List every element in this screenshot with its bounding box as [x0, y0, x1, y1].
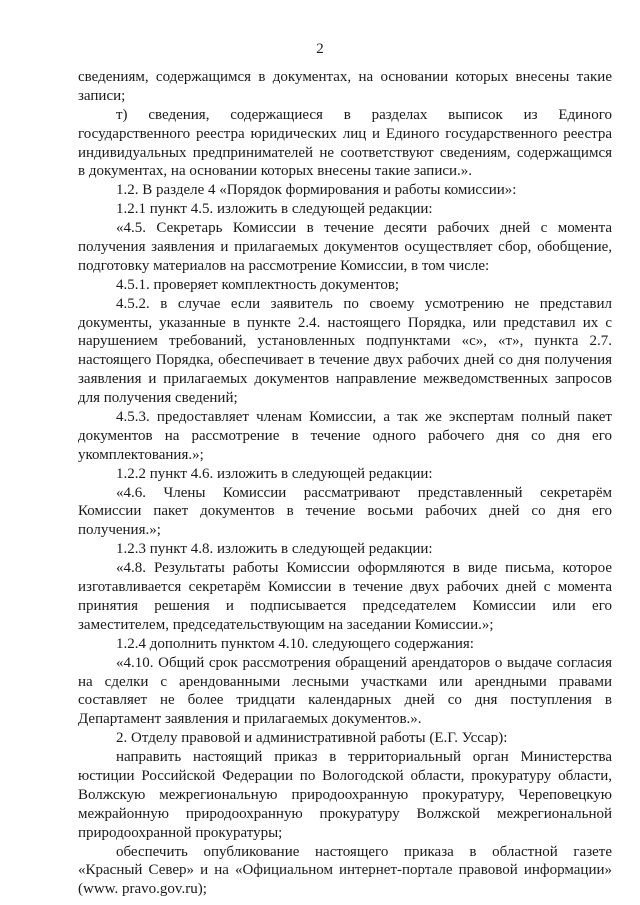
text-line: 1.2.4 дополнить пунктом 4.10. следующего содержания: — [116, 635, 474, 652]
text-line: 4.5.2. в случае если заявитель по своему усмотрению не представил — [116, 295, 612, 312]
text-line: изготавливается секретарём Комиссии в течение двух рабочих дней с момента — [78, 579, 612, 596]
text-line: Комиссии пакет документов в течение восьми рабочих дней со дня его — [78, 503, 612, 520]
text-line: получения заявления и прилагаемых документов осуществляет сбор, обобщение, — [78, 239, 612, 256]
text-line: подготовку материалов на рассмотрение Комиссии, в том числе: — [78, 257, 490, 274]
text-line: 4.5.1. проверяет комплектность документов; — [116, 276, 400, 293]
text-line: обеспечить опубликование настоящего приказа в областной газете — [116, 843, 612, 860]
page-number: 2 — [316, 41, 324, 57]
text-line: сведениям, содержащимся в документах, на основании которых внесены такие — [78, 69, 612, 85]
text-line: нарушением требований, установленных подпунктами «с», «т», пункта 2.7. — [78, 333, 612, 350]
text-line: «4.10. Общий срок рассмотрения обращений арендаторов о выдаче согласия — [116, 654, 612, 671]
text-line: заявления и прилагаемых документов направление межведомственных запросов — [78, 371, 612, 388]
text-line: 1.2.2 пункт 4.6. изложить в следующей редакции: — [116, 465, 433, 482]
text-line: 1.2. В разделе 4 «Порядок формирования и работы комиссии»: — [116, 182, 517, 199]
text-line: настоящего Порядка, обеспечивает в течение двух рабочих дней со дня получения — [78, 352, 612, 369]
text-line: природоохранной прокуратуры; — [78, 824, 283, 841]
text-line: принятия решения и подписывается председателем Комиссии или его — [78, 597, 612, 614]
text-line: для получения сведений; — [78, 390, 238, 407]
text-line: записи; — [78, 87, 126, 104]
text-line: «Красный Север» и на «Официальном интернет-портале правовой информации» — [78, 862, 612, 879]
text-line: 1.2.3 пункт 4.8. изложить в следующей редакции: — [116, 541, 433, 558]
text-line: Волжскую межрегиональную природоохранную прокуратуру, Череповецкую — [78, 786, 612, 803]
text-line: в документах, на основании которых внесены такие записи.». — [78, 163, 473, 180]
text-line: 2. Отделу правовой и административной работы (Е.Г. Уссар): — [116, 730, 508, 747]
text-line: государственного реестра юридических лиц и Единого государственного реестра — [78, 125, 612, 142]
text-line: 1.2.1 пункт 4.5. изложить в следующей редакции: — [116, 201, 433, 218]
text-line: «4.6. Члены Комиссии рассматривают представленный секретарём — [116, 484, 612, 501]
text-line: юстиции Российской Федерации по Вологодской области, прокуратуру области, — [78, 767, 612, 784]
text-line: Департамент заявления и прилагаемых документов.». — [78, 711, 422, 728]
text-line: «4.8. Результаты работы Комиссии оформляются в виде письма, которое — [116, 560, 612, 577]
text-line: составляет не более тридцати календарных дней со дня поступления в — [78, 692, 612, 709]
text-line: «4.5. Секретарь Комиссии в течение десяти рабочих дней с момента — [116, 220, 612, 237]
text-line: документов на рассмотрение в течение одного рабочего дня со дня его — [78, 427, 612, 444]
text-line: получения.»; — [78, 522, 161, 539]
text-line: индивидуальных предпринимателей не соответствуют сведениям, содержащимся — [78, 144, 612, 161]
text-line: направить настоящий приказ в территориальный орган Министерства — [116, 749, 612, 766]
text-line: (www. pravo.gov.ru); — [78, 881, 207, 898]
text-line: межрайонную природоохранную прокуратуру Волжской межрегиональной — [78, 805, 612, 822]
document-body — [78, 68, 612, 899]
text-line: на сделки с арендованными лесными участками или арендными правами — [78, 673, 612, 690]
text-line: 4.5.3. предоставляет членам Комиссии, а так же экспертам полный пакет — [116, 409, 612, 426]
text-line: т) сведения, содержащиеся в разделах выписок из Единого — [116, 106, 612, 123]
text-line: укомплектования.»; — [78, 446, 204, 463]
text-line: документы, указанные в пункте 2.4. настоящего Порядка, или представил их с — [78, 314, 612, 331]
text-line: заместителем, председательствующим на заседании Комиссии.»; — [78, 616, 494, 633]
